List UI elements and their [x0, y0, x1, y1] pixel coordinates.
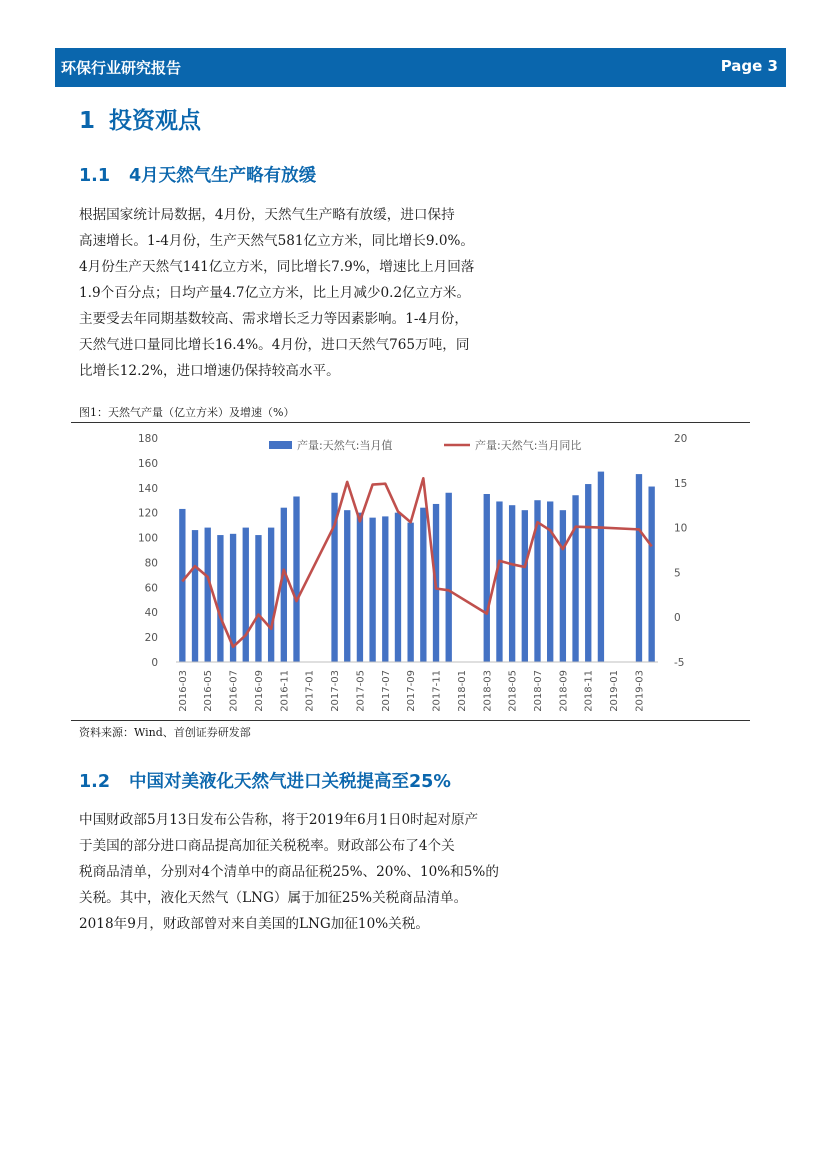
legend-label-line: 产量:天然气:当月同比 — [475, 439, 582, 452]
bar — [395, 513, 401, 662]
x-tick-label: 2018-09 — [558, 670, 570, 712]
page-number: Page 3 — [720, 57, 778, 75]
section-1-1-number: 1.1 — [79, 166, 111, 186]
y-right-tick-label: 15 — [674, 477, 688, 490]
x-tick-label: 2018-03 — [482, 670, 494, 712]
bar — [572, 495, 578, 662]
y-left-tick-label: 140 — [137, 482, 158, 495]
bar — [636, 474, 642, 662]
x-tick-label: 2016-05 — [203, 670, 215, 712]
y-left-tick-label: 0 — [151, 657, 158, 669]
page-header — [55, 48, 786, 87]
section-1-1-paragraph — [79, 202, 559, 384]
x-tick-label: 2018-11 — [583, 670, 595, 712]
bar — [484, 494, 490, 662]
paragraph-line: 于美国的部分进口商品提高加征关税税率。财政部公布了4个关 — [79, 838, 455, 854]
bar — [255, 535, 261, 662]
bar — [496, 501, 502, 662]
x-tick-label: 2016-03 — [177, 670, 189, 712]
paragraph-line: 主要受去年同期基数较高、需求增长乏力等因素影响。1-4月份， — [79, 311, 468, 327]
figure-source: 资料来源：Wind、首创证券研发部 — [79, 726, 251, 739]
bar — [344, 510, 350, 662]
gas-production-chart — [71, 424, 750, 720]
paragraph-line: 根据国家统计局数据，4月份，天然气生产略有放缓，进口保持 — [79, 207, 455, 223]
bar — [547, 501, 553, 662]
bar — [648, 487, 654, 662]
x-tick-label: 2017-05 — [355, 670, 367, 712]
bar — [217, 535, 223, 662]
section-1-1-title: 4月天然气生产略有放缓 — [129, 166, 317, 186]
x-tick-label: 2017-01 — [304, 670, 316, 712]
y-right-tick-label: 0 — [674, 612, 681, 625]
bar — [243, 528, 249, 662]
y-left-tick-label: 60 — [144, 582, 158, 595]
section-1-1-heading — [79, 162, 316, 187]
section-1-heading — [79, 102, 201, 135]
bar — [585, 484, 591, 662]
y-left-tick-label: 80 — [144, 557, 158, 570]
y-right-tick-label: 5 — [674, 567, 681, 580]
paragraph-line: 2018年9月，财政部曾对来自美国的LNG加征10%关税。 — [79, 916, 429, 932]
section-1-2-paragraph — [79, 807, 559, 937]
bar — [382, 516, 388, 662]
x-tick-label: 2017-09 — [406, 670, 418, 712]
bar — [598, 472, 604, 662]
y-right-tick-label: 10 — [674, 522, 688, 535]
bar — [357, 513, 363, 662]
y-left-tick-label: 120 — [137, 507, 158, 520]
section-1-title: 投资观点 — [109, 108, 202, 134]
yoy-growth-line — [182, 478, 651, 647]
x-tick-label: 2016-09 — [253, 670, 265, 712]
x-tick-label: 2017-11 — [431, 670, 443, 712]
y-left-tick-label: 160 — [137, 457, 158, 470]
paragraph-line: 比增长12.2%，进口增速仍保持较高水平。 — [79, 363, 340, 379]
x-tick-label: 2018-05 — [507, 670, 519, 712]
bar — [179, 509, 185, 662]
bar — [205, 528, 211, 662]
paragraph-line: 1.9个百分点；日均产量4.7亿立方米，比上月减少0.2亿立方米。 — [79, 285, 471, 301]
x-tick-label: 2017-03 — [330, 670, 342, 712]
bar — [522, 510, 528, 662]
section-1-number: 1 — [79, 108, 96, 134]
y-right-tick-label: -5 — [674, 657, 685, 669]
y-left-tick-label: 40 — [144, 607, 158, 620]
paragraph-line: 关税。其中，液化天然气（LNG）属于加征25%关税商品清单。 — [79, 890, 468, 906]
paragraph-line: 税商品清单，分别对4个清单中的商品征税25%、20%、10%和5%的 — [79, 864, 499, 880]
bar — [407, 523, 413, 662]
x-tick-label: 2018-07 — [533, 670, 544, 712]
bar — [369, 518, 375, 662]
y-left-tick-label: 180 — [137, 433, 158, 445]
bar — [560, 510, 566, 662]
x-tick-label: 2017-07 — [380, 670, 392, 712]
bar — [293, 496, 299, 662]
bar — [420, 508, 426, 662]
paragraph-line: 天然气进口量同比增长16.4%。4月份，进口天然气765万吨，同 — [79, 337, 470, 353]
figure-caption: 图1：天然气产量（亿立方米）及增速（%） — [79, 406, 295, 419]
legend-swatch-bar — [269, 441, 292, 449]
x-tick-label: 2018-01 — [456, 670, 468, 712]
x-tick-label: 2016-11 — [279, 670, 291, 712]
section-1-2-number: 1.2 — [79, 772, 111, 792]
y-left-tick-label: 20 — [144, 632, 158, 645]
x-tick-label: 2016-07 — [228, 670, 240, 712]
y-right-tick-label: 20 — [674, 433, 688, 445]
bar — [509, 505, 515, 662]
bar — [446, 493, 452, 662]
figure-top-rule — [71, 422, 750, 423]
figure-bottom-rule — [71, 720, 750, 721]
report-title: 环保行业研究报告 — [61, 59, 182, 77]
section-1-2-heading — [79, 768, 451, 793]
paragraph-line: 4月份生产天然气141亿立方米，同比增长7.9%，增速比上月回落 — [79, 259, 475, 275]
paragraph-line: 中国财政部5月13日发布公告称，将于2019年6月1日0时起对原产 — [79, 812, 479, 828]
bar — [268, 528, 274, 662]
bar — [192, 530, 198, 662]
x-tick-label: 2019-01 — [609, 670, 621, 712]
paragraph-line: 高速增长。1-4月份，生产天然气581亿立方米，同比增长9.0%。 — [79, 233, 475, 249]
section-1-2-title: 中国对美液化天然气进口关税提高至25% — [129, 772, 451, 792]
legend-label-bar: 产量:天然气:当月值 — [297, 439, 393, 452]
x-tick-label: 2019-03 — [634, 670, 646, 712]
y-left-tick-label: 100 — [137, 532, 158, 545]
